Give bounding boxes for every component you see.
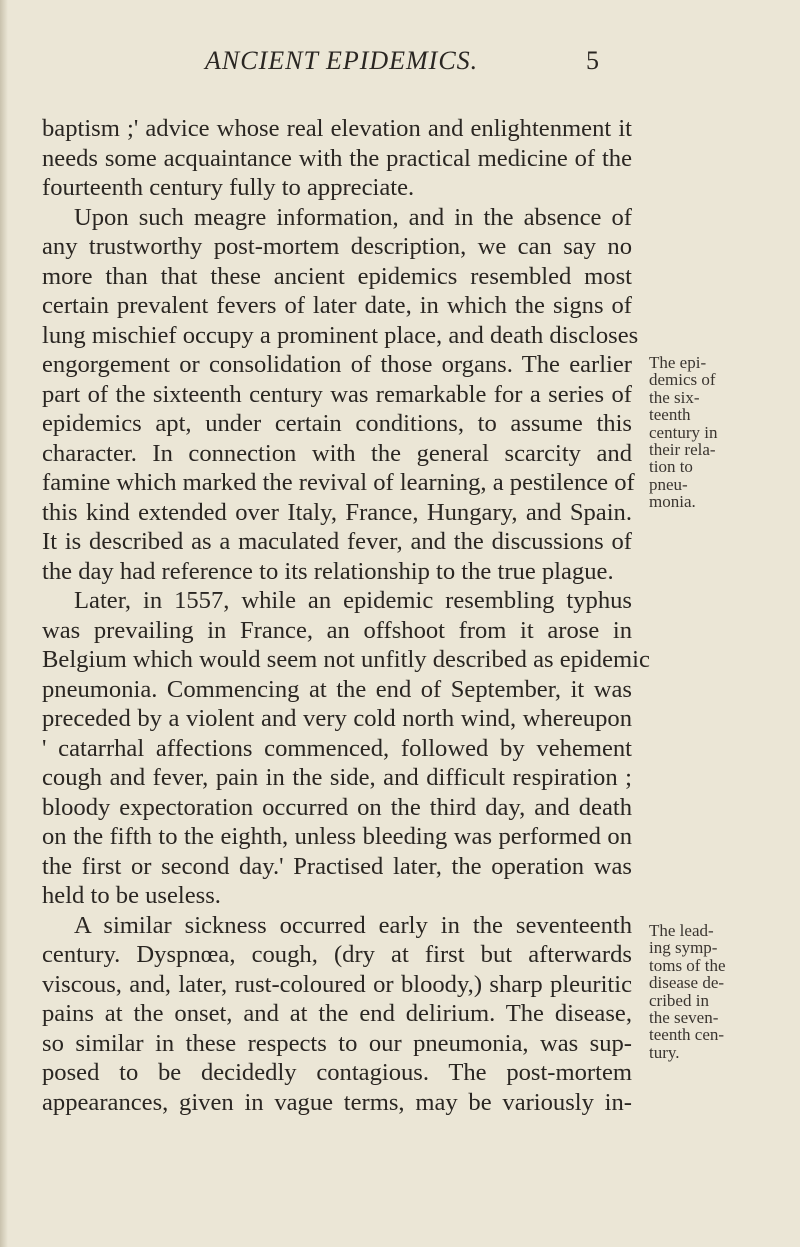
- margin-note-line: tion to: [649, 457, 693, 477]
- running-header: [0, 46, 800, 86]
- margin-note-line: pneu-: [649, 474, 688, 494]
- text-line: held to be useless.: [42, 882, 221, 909]
- text-line: more than that these ancient epidemics resembled most: [42, 262, 632, 290]
- text-line: pains at the onset, and at the end delirium. The disease,: [42, 1000, 632, 1027]
- margin-note-line: their rela-: [649, 440, 716, 460]
- margin-note-line: ing symp-: [649, 938, 718, 958]
- text-line: Belgium which would seem not unfitly described as epidemic: [42, 646, 650, 673]
- text-line: Later, in 1557, while an epidemic resembling typhus: [74, 587, 632, 614]
- running-title: ANCIENT EPIDEMICS.: [205, 46, 479, 75]
- text-line: A similar sickness occurred early in the seventeenth: [74, 911, 632, 939]
- text-line: Upon such meagre information, and in the absence of: [74, 203, 632, 231]
- text-line: engorgement or consolidation of those organs. The earlier: [42, 351, 632, 378]
- text-line: fourteenth century fully to appreciate.: [42, 174, 415, 201]
- margin-note-line: cribed in: [649, 990, 709, 1010]
- text-line: posed to be decidedly contagious. The post-mortem: [42, 1059, 632, 1086]
- text-line: the first or second day.' Practised later, the operation was: [42, 852, 632, 880]
- margin-note-line: century in: [649, 422, 718, 442]
- text-line: viscous, and, later, rust-coloured or bloody,) sharp pleuritic: [42, 970, 632, 998]
- text-line: ' catarrhal affections commenced, followed by vehement: [42, 734, 632, 762]
- text-line: needs some acquaintance with the practical medicine of the: [42, 144, 632, 172]
- margin-note-line: The epi-: [649, 353, 707, 372]
- text-line: famine which marked the revival of learning, a pestilence of: [42, 469, 635, 496]
- margin-note-line: disease de-: [649, 973, 725, 993]
- text-line: It is described as a maculated fever, and the discussions of: [42, 528, 632, 555]
- text-line: appearances, given in vague terms, may be variously in-: [42, 1088, 632, 1116]
- margin-note-line: teenth: [649, 405, 691, 425]
- text-line: bloody expectoration occurred on the third day, and death: [42, 793, 632, 821]
- margin-note-line: toms of the: [649, 955, 726, 975]
- margin-note-line: teenth cen-: [649, 1025, 725, 1045]
- text-line: century. Dyspnœa, cough, (dry at first but afterwards: [42, 941, 632, 968]
- text-line: on the fifth to the eighth, unless bleeding was performed on: [42, 823, 632, 850]
- text-line: preceded by a violent and very cold north wind, whereupon: [42, 705, 632, 732]
- margin-note-line: demics of: [649, 370, 716, 390]
- text-line: any trustworthy post-mortem description, we can say no: [42, 233, 632, 260]
- text-line: part of the sixteenth century was remarkable for a series of: [42, 380, 632, 408]
- text-line: character. In connection with the general scarcity and: [42, 439, 632, 467]
- body-text: [42, 114, 650, 1117]
- margin-note-line: The lead-: [649, 921, 714, 940]
- text-line: lung mischief occupy a prominent place, and death discloses: [42, 321, 639, 349]
- text-line: pneumonia. Commencing at the end of September, it was: [42, 675, 632, 703]
- page-spine-shadow: [0, 0, 8, 1247]
- margin-note-line: the seven-: [649, 1008, 719, 1028]
- text-line: was prevailing in France, an offshoot from it arose in: [42, 616, 632, 644]
- page-number: 5: [586, 46, 599, 75]
- text-line: cough and fever, pain in the side, and difficult respiration ;: [42, 764, 632, 791]
- text-line: so similar in these respects to our pneumonia, was sup-: [42, 1029, 632, 1057]
- text-line: the day had reference to its relationship to the true plague.: [42, 557, 614, 585]
- margin-note-seventeenth-century: [649, 922, 799, 1061]
- text-line: this kind extended over Italy, France, Hungary, and Spain.: [42, 498, 632, 526]
- text-line: baptism ;' advice whose real elevation and enlightenment it: [42, 115, 632, 142]
- margin-note-line: the six-: [649, 387, 700, 407]
- margin-note-sixteenth-century: [649, 354, 799, 511]
- margin-note-line: monia.: [649, 492, 696, 512]
- margin-note-line: tury.: [649, 1042, 680, 1062]
- text-line: epidemics apt, under certain conditions, to assume this: [42, 410, 632, 437]
- text-line: certain prevalent fevers of later date, in which the signs of: [42, 292, 632, 319]
